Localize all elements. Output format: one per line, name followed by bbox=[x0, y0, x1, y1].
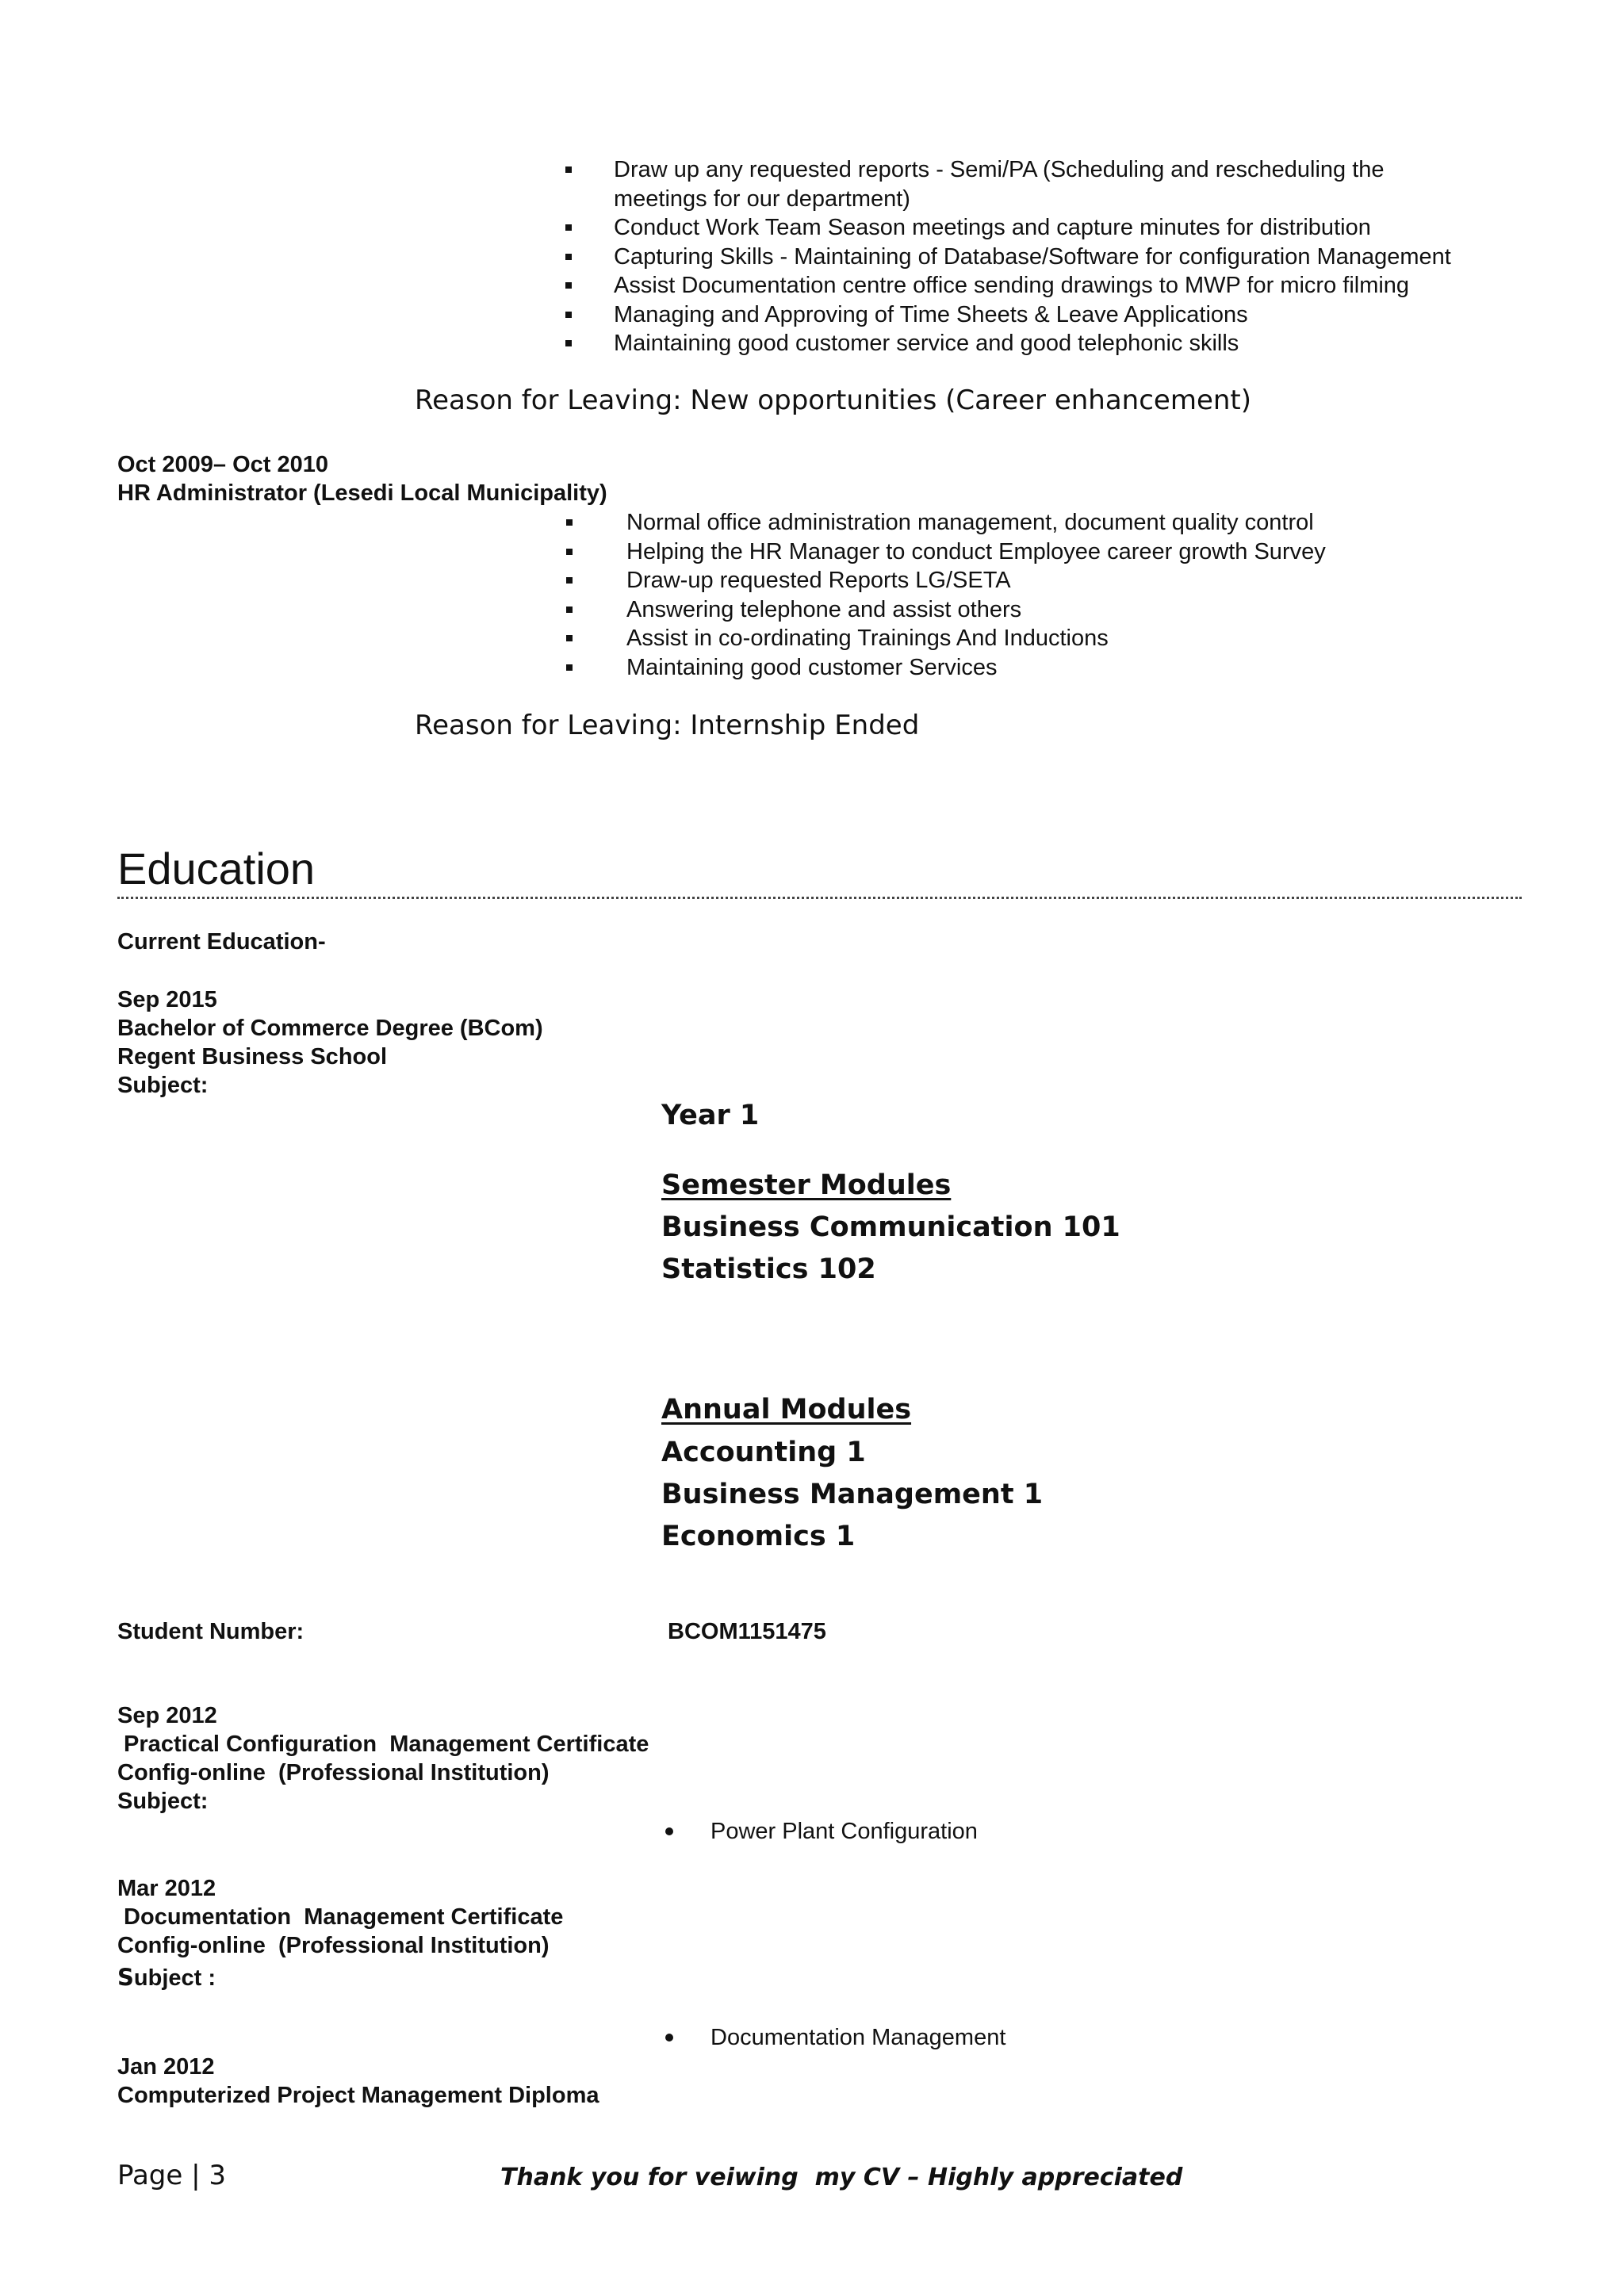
pcm-subject-label: Subject: bbox=[117, 1789, 209, 1814]
bcom-date: Sep 2015 bbox=[117, 987, 217, 1012]
annual-modules-heading: Annual Modules bbox=[661, 1394, 912, 1425]
list-item: Assist in co-ordinating Trainings And Inductions bbox=[626, 624, 1326, 653]
bcom-degree: Bachelor of Commerce Degree (BCom) bbox=[117, 1016, 543, 1041]
list-item: Answering telephone and assist others bbox=[626, 595, 1326, 625]
dm-date: Mar 2012 bbox=[117, 1876, 216, 1901]
list-item: meetings for our department) bbox=[614, 186, 910, 212]
dm-institution: Config-online (Professional Institution) bbox=[117, 1933, 550, 1958]
list-item: Maintaining good customer Services bbox=[626, 653, 1326, 683]
job2-dates: Oct 2009– Oct 2010 bbox=[117, 452, 329, 477]
list-item: Maintaining good customer service and good telephonic skills bbox=[614, 329, 1451, 358]
cpm-date: Jan 2012 bbox=[117, 2054, 215, 2080]
bullet-icon bbox=[665, 1827, 673, 1835]
pcm-date: Sep 2012 bbox=[117, 1703, 217, 1728]
student-number-label: Student Number: bbox=[117, 1619, 304, 1644]
pcm-title: Practical Configuration Management Certificate bbox=[117, 1732, 649, 1757]
bcom-subject-label: Subject: bbox=[117, 1073, 209, 1098]
annual-module: Accounting 1 bbox=[661, 1437, 866, 1468]
list-item: Normal office administration management, document quality control bbox=[626, 508, 1326, 538]
dm-subject: Documentation Management bbox=[710, 2025, 1006, 2050]
list-item: Helping the HR Manager to conduct Employee career growth Survey bbox=[626, 538, 1326, 567]
bcom-school: Regent Business School bbox=[117, 1044, 388, 1070]
section-heading-education: Education bbox=[117, 844, 316, 894]
student-number-value: BCOM1151475 bbox=[668, 1619, 826, 1644]
annual-module: Business Management 1 bbox=[661, 1479, 1044, 1510]
bcom-year: Year 1 bbox=[661, 1100, 760, 1131]
bullet-icon bbox=[665, 2034, 673, 2042]
list-item: Managing and Approving of Time Sheets & Leave Applications bbox=[614, 300, 1451, 330]
job1-reason-for-leaving: Reason for Leaving: New opportunities (Career enhancement) bbox=[415, 385, 1252, 416]
list-item: Capturing Skills - Maintaining of Database/Software for configuration Management bbox=[614, 243, 1451, 272]
job2-reason-for-leaving: Reason for Leaving: Internship Ended bbox=[415, 710, 920, 741]
dm-title: Documentation Management Certificate bbox=[117, 1904, 564, 1930]
section-divider bbox=[117, 897, 1522, 899]
pcm-subject: Power Plant Configuration bbox=[710, 1819, 978, 1844]
job2-duties-list bbox=[626, 508, 1326, 682]
job2-title: HR Administrator (Lesedi Local Municipality) bbox=[117, 480, 607, 506]
pcm-institution: Config-online (Professional Institution) bbox=[117, 1760, 550, 1785]
dm-subject-label: Subject : bbox=[117, 1964, 216, 1991]
cpm-title: Computerized Project Management Diploma bbox=[117, 2083, 599, 2108]
footer-note: Thank you for veiwing my CV – Highly appreciated bbox=[500, 2164, 1183, 2191]
list-item: Conduct Work Team Season meetings and capture minutes for distribution bbox=[614, 213, 1451, 243]
list-item: Draw up any requested reports - Semi/PA (Scheduling and rescheduling the bbox=[614, 155, 1451, 185]
semester-module: Statistics 102 bbox=[661, 1253, 876, 1285]
current-education-label: Current Education- bbox=[117, 929, 326, 955]
job1-duties-list bbox=[614, 155, 1451, 358]
semester-modules-heading: Semester Modules bbox=[661, 1169, 952, 1201]
list-item: Assist Documentation centre office sending drawings to MWP for micro filming bbox=[614, 271, 1451, 300]
annual-module: Economics 1 bbox=[661, 1521, 856, 1552]
semester-module: Business Communication 101 bbox=[661, 1211, 1120, 1243]
page-number: Page | 3 bbox=[117, 2160, 227, 2191]
list-item: Draw-up requested Reports LG/SETA bbox=[626, 566, 1326, 595]
